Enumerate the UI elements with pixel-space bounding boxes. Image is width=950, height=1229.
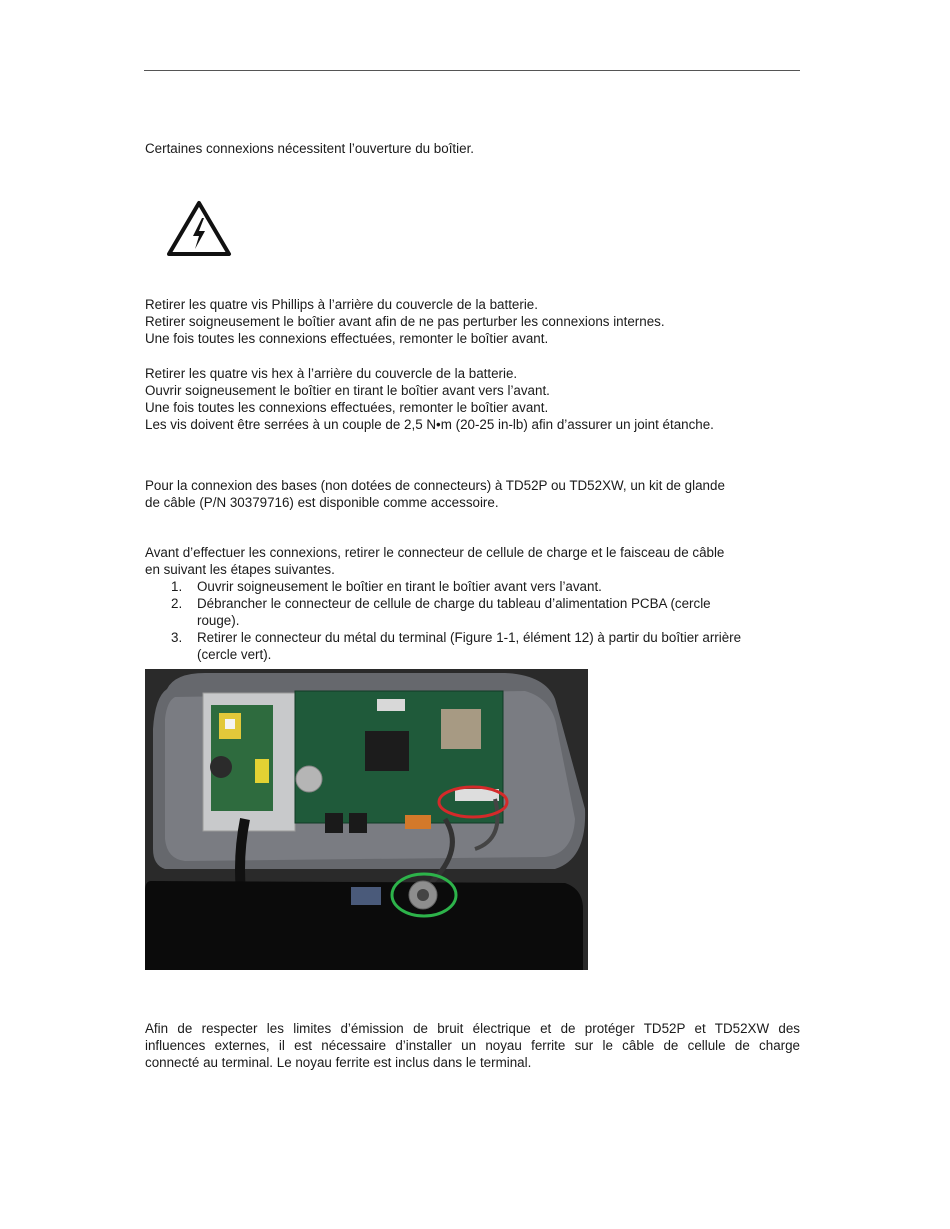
text-line: Les vis doivent être serrées à un couple de 2,5 N•m (20-25 in-lb) afin d’assurer un joint étanche. <box>145 417 714 432</box>
text-line: Pour la connexion des bases (non dotées de connecteurs) à TD52P ou TD52XW, un kit de glande <box>145 478 725 493</box>
step-text: (cercle vert). <box>197 647 272 662</box>
step-text: Retirer le connecteur du métal du terminal (Figure 1-1, élément 12) à partir du boîtier arrière <box>197 630 742 645</box>
step-text: Ouvrir soigneusement le boîtier en tirant le boîtier avant vers l’avant. <box>197 579 602 594</box>
list-item <box>145 595 805 629</box>
step-number: 2. <box>171 596 183 611</box>
text-line: Une fois toutes les connexions effectuées, remonter le boîtier avant. <box>145 400 549 415</box>
electric-hazard-icon <box>166 198 232 258</box>
step-text: Débrancher le connecteur de cellule de charge du tableau d’alimentation PCBA (cercle <box>197 596 711 611</box>
text-line: Afin de respecter les limites d’émission de bruit électrique et de protéger TD52P et TD52XW des <box>145 1021 800 1036</box>
photo-illustration <box>145 669 588 970</box>
steps-list <box>145 578 805 663</box>
text-line: connecté au terminal. Le noyau ferrite est inclus dans le terminal. <box>145 1055 532 1070</box>
ferrite-text <box>145 1020 800 1071</box>
intro-text <box>145 140 800 157</box>
text-line: Retirer soigneusement le boîtier avant afin de ne pas perturber les connexions internes. <box>145 314 665 329</box>
step-number: 3. <box>171 630 183 645</box>
text-line: Retirer les quatre vis hex à l’arrière du couvercle de la batterie. <box>145 366 518 381</box>
terminal-interior-photo <box>145 669 588 970</box>
header-rule <box>144 70 800 71</box>
cable-gland-text <box>145 477 800 511</box>
hex-steps <box>145 365 800 433</box>
text-line: influences externes, il est nécessaire d’installer un noyau ferrite sur le câble de cellule de charge <box>145 1038 800 1053</box>
text-line: en suivant les étapes suivantes. <box>145 562 335 577</box>
step-text: rouge). <box>197 613 240 628</box>
text-line: Retirer les quatre vis Phillips à l’arrière du couvercle de la batterie. <box>145 297 538 312</box>
list-item <box>145 578 805 595</box>
step-number: 1. <box>171 579 183 594</box>
phillips-steps <box>145 296 800 347</box>
list-item <box>145 629 805 663</box>
text-line: Ouvrir soigneusement le boîtier en tirant le boîtier avant vers l’avant. <box>145 383 550 398</box>
before-connections-text <box>145 544 800 578</box>
text-line: Une fois toutes les connexions effectuées, remonter le boîtier avant. <box>145 331 549 346</box>
text-line: de câble (P/N 30379716) est disponible comme accessoire. <box>145 495 499 510</box>
intro-line: Certaines connexions nécessitent l’ouverture du boîtier. <box>145 141 475 156</box>
text-line: Avant d’effectuer les connexions, retirer le connecteur de cellule de charge et le faisceau de câble <box>145 545 725 560</box>
